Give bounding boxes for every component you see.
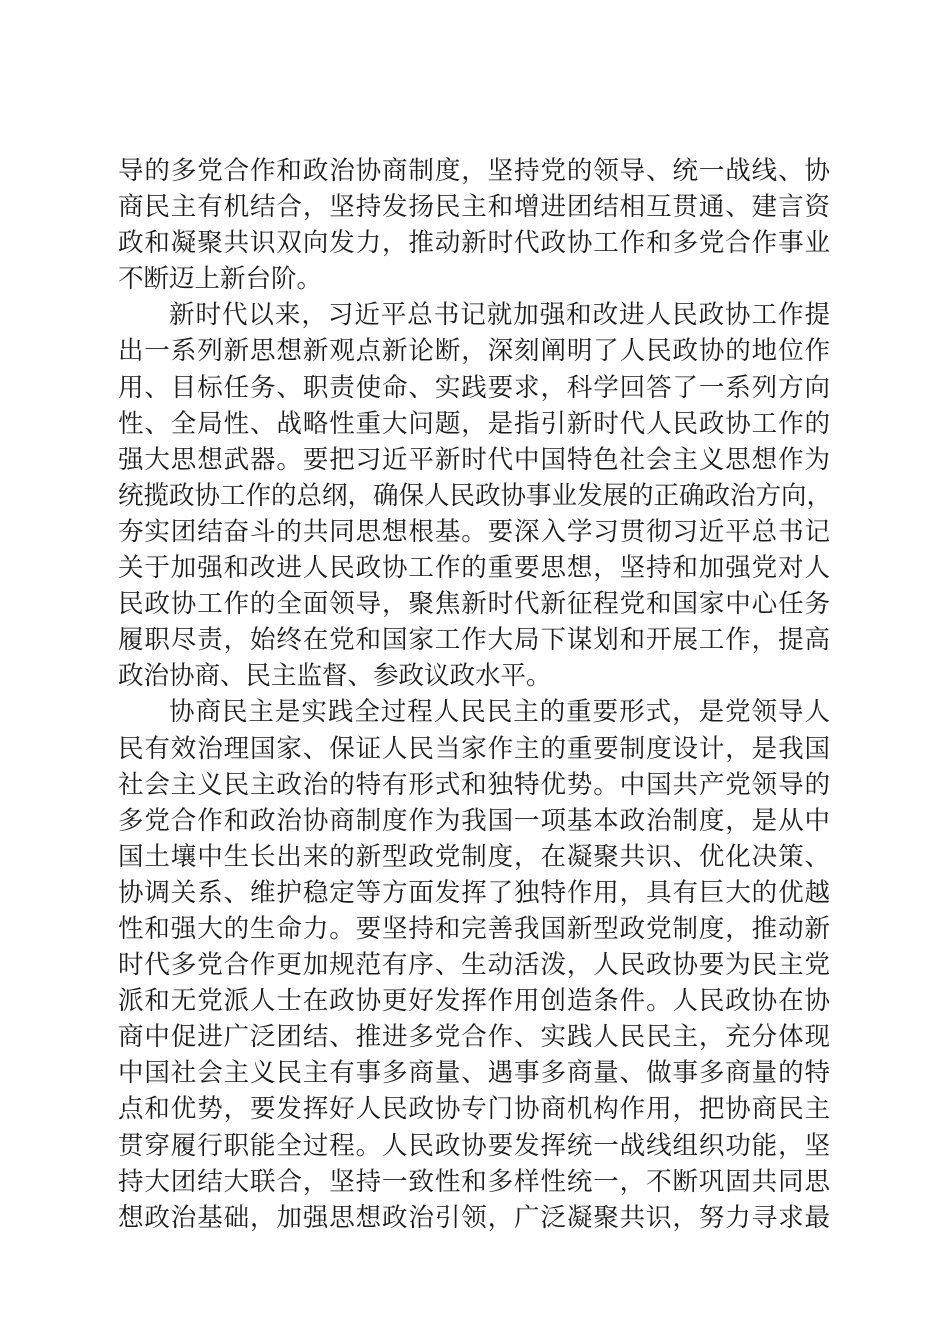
text-line: 统揽政协工作的总纲，确保人民政协事业发展的正确政治方向， — [118, 480, 833, 511]
text-line: 贯穿履行职能全过程。人民政协要发挥统一战线组织功能，坚 — [118, 1130, 830, 1161]
text-line: 商民主有机结合，坚持发扬民主和增进团结相互贯通、建言资 — [118, 192, 830, 223]
text-line: 时代多党合作更加规范有序、生动活泼，人民政协要为民主党 — [118, 950, 830, 981]
text-line: 协商民主是实践全过程人民民主的重要形式，是党领导人 — [169, 697, 830, 728]
body-text — [118, 153, 833, 1236]
text-line: 派和无党派人士在政协更好发挥作用创造条件。人民政协在协 — [118, 986, 830, 1017]
text-line: 商中促进广泛团结、推进多党合作、实践人民民主，充分体现 — [118, 1022, 830, 1053]
text-line: 民政协工作的全面领导，聚焦新时代新征程党和国家中心任务 — [118, 589, 830, 620]
text-line: 中国社会主义民主有事多商量、遇事多商量、做事多商量的特 — [118, 1058, 830, 1089]
text-line: 不断迈上新台阶。 — [118, 264, 323, 295]
text-line: 协调关系、维护稳定等方面发挥了独特作用，具有巨大的优越 — [118, 877, 830, 908]
text-line: 多党合作和政治协商制度作为我国一项基本政治制度，是从中 — [118, 805, 830, 836]
text-line: 夯实团结奋斗的共同思想根基。要深入学习贯彻习近平总书记 — [118, 516, 830, 547]
text-line: 点和优势，要发挥好人民政协专门协商机构作用，把协商民主 — [118, 1094, 830, 1125]
text-line: 社会主义民主政治的特有形式和独特优势。中国共产党领导的 — [118, 769, 830, 800]
text-line: 导的多党合作和政治协商制度，坚持党的领导、统一战线、协 — [118, 156, 830, 186]
text-line: 履职尽责，始终在党和国家工作大局下谋划和开展工作，提高 — [118, 625, 830, 656]
text-line: 关于加强和改进人民政协工作的重要思想，坚持和加强党对人 — [118, 553, 830, 584]
text-line: 想政治基础，加强思想政治引领，广泛凝聚共识，努力寻求最 — [118, 1202, 830, 1233]
text-line: 性、全局性、战略性重大问题，是指引新时代人民政协工作的 — [118, 408, 830, 439]
text-line: 用、目标任务、职责使命、实践要求，科学回答了一系列方向 — [118, 372, 830, 403]
text-line: 政和凝聚共识双向发力，推动新时代政协工作和多党合作事业 — [118, 228, 830, 259]
text-line: 强大思想武器。要把习近平新时代中国特色社会主义思想作为 — [118, 444, 830, 475]
text-line: 持大团结大联合，坚持一致性和多样性统一，不断巩固共同思 — [118, 1166, 830, 1197]
text-line: 性和强大的生命力。要坚持和完善我国新型政党制度，推动新 — [118, 913, 830, 944]
text-line: 国土壤中生长出来的新型政党制度，在凝聚共识、优化决策、 — [118, 841, 830, 872]
text-line: 出一系列新思想新观点新论断，深刻阐明了人民政协的地位作 — [118, 336, 830, 367]
text-line: 民有效治理国家、保证人民当家作主的重要制度设计，是我国 — [118, 733, 830, 764]
text-line: 新时代以来，习近平总书记就加强和改进人民政协工作提 — [169, 300, 830, 331]
text-line: 政治协商、民主监督、参政议政水平。 — [118, 661, 552, 692]
